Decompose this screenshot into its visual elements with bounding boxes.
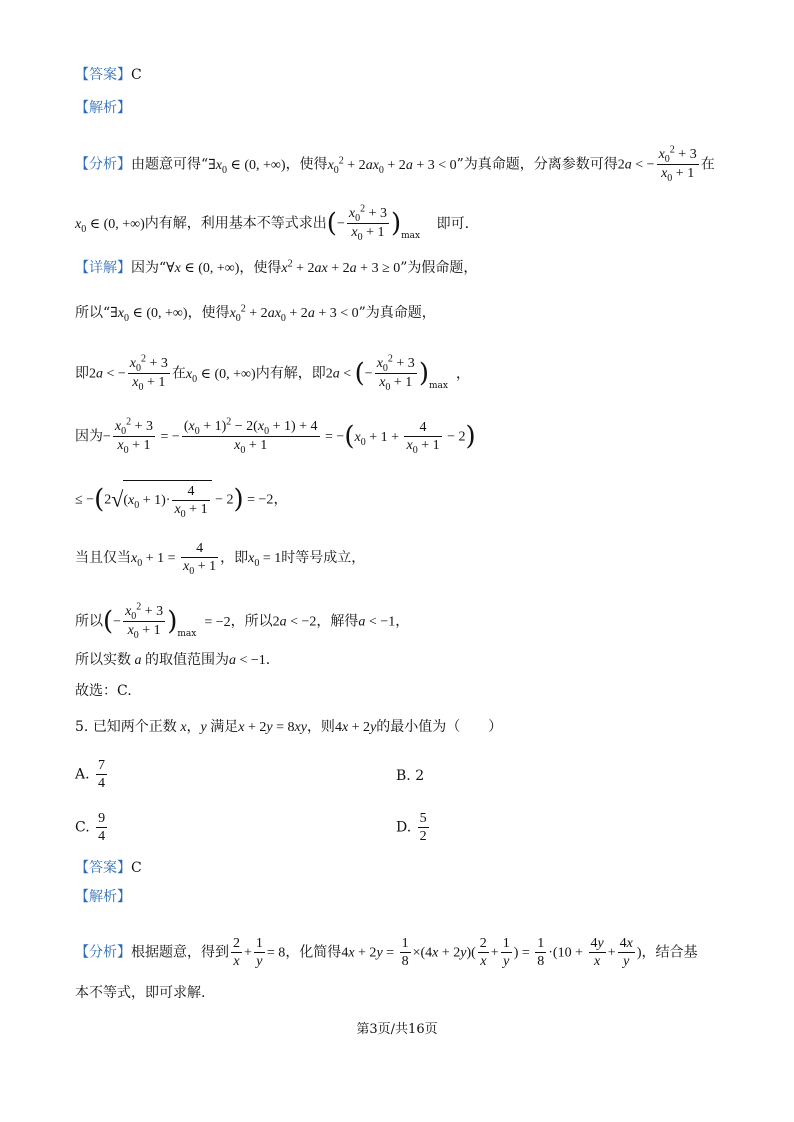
formula: $x_0^2 + 2ax_0 + 2a + 3 < 0$	[327, 154, 457, 176]
text: 由题意可得“	[131, 156, 209, 173]
text: 内有解，利用基本不等式求出	[144, 215, 327, 232]
paren: (	[344, 421, 355, 452]
text: ，使得	[187, 305, 230, 321]
detail-line-4	[75, 418, 476, 455]
detail-line-2	[75, 303, 436, 325]
formula: +	[244, 945, 252, 961]
formula: $x_0 + 1$ =	[131, 551, 180, 569]
paren: )	[465, 421, 476, 452]
fraction: $\frac{x_0^2 + 3}{x_0 + 1}$	[114, 416, 154, 456]
detail-line-3	[75, 355, 470, 392]
formula: a < −1	[358, 614, 396, 630]
sqrt-body: $(x_0 + 1)\cdot$ $\frac{4}{x_0 + 1}$	[123, 480, 211, 519]
formula: $x_0$ ∈ (0, +∞)	[185, 366, 256, 385]
formula: −	[103, 429, 111, 445]
formula: ×(4x + 2y)(	[412, 945, 476, 961]
formula: −	[364, 366, 373, 382]
formula: 2	[104, 492, 112, 508]
fraction: $\frac{4}{x_0 + 1}$	[174, 484, 208, 520]
numerator: 7	[98, 758, 106, 773]
formula: = −2	[204, 614, 231, 630]
text: ，使得	[239, 260, 282, 276]
paren: )	[390, 208, 402, 239]
analysis-heading-1	[75, 98, 131, 118]
option-label: A.	[75, 766, 90, 783]
text: 本不等式，即可求解.	[75, 985, 206, 1001]
formula: − 2	[443, 429, 466, 445]
text: 满足	[210, 719, 239, 735]
text: 的取值范围为	[145, 652, 229, 668]
analysis-heading-2	[75, 887, 131, 907]
answer-tag: 【答案】	[75, 860, 131, 876]
text: ，则	[306, 719, 335, 735]
formula: −	[336, 216, 345, 232]
paren: (	[94, 484, 105, 515]
formula: $x_0 + 1$ +	[354, 429, 403, 448]
fraction: $\frac{1}{8}$	[401, 936, 409, 969]
text: ”为真命题，	[358, 305, 436, 321]
formula: )	[636, 945, 642, 961]
paren: (	[354, 358, 365, 389]
question-5-stem: 5. 已知两个正数 x，y 满足x + 2y = 8xy，则4x + 2y的最小值为（ ）	[75, 719, 503, 735]
formula: +	[607, 945, 616, 961]
detail-line-9	[75, 681, 132, 701]
formula: 4x + 2y	[334, 720, 377, 735]
detail-line-6	[75, 540, 365, 576]
option-d[interactable]	[396, 810, 431, 845]
formula: $\exists x_0$ ∈ (0, +∞)	[110, 306, 188, 324]
formula: ∀x ∈ (0, +∞)	[166, 261, 240, 276]
formula: x + 2y = 8xy	[238, 720, 307, 735]
text: ，	[455, 365, 470, 382]
formula: − 2	[211, 492, 234, 508]
fraction: $\frac{1}{y}$	[255, 936, 263, 969]
formula: = 8	[266, 945, 286, 961]
answer-tag: 【答案】	[75, 67, 131, 83]
paren: )	[233, 484, 244, 515]
fraction: $\frac{(x_0 + 1)^2 - 2(x_0 + 1) + 4}{x_0 + 1}$	[183, 416, 318, 456]
text: ，化简得	[285, 944, 342, 961]
formula: $\exists x_0$ ∈ (0, +∞)	[208, 157, 286, 176]
fenxi-line-1	[75, 146, 715, 183]
subscript-max: max	[428, 380, 448, 391]
text: 时等号成立，	[281, 550, 366, 566]
detail-line-7	[75, 603, 409, 640]
text: 内有解，即	[255, 365, 326, 382]
fraction: $\frac{2}{x}$	[479, 936, 487, 969]
option-fraction	[418, 810, 429, 845]
text: 即可.	[436, 215, 470, 232]
text: ，	[273, 491, 288, 508]
formula: −	[113, 614, 122, 630]
formula: $x_0^2 + 2ax_0 + 2a + 3 < 0$	[229, 303, 359, 324]
numerator: 9	[98, 811, 106, 826]
text: ”为真命题，分离参数可得	[456, 156, 618, 173]
fraction: $\frac{x_0^2 + 3}{x_0 + 1}$	[125, 601, 164, 641]
fraction: $\frac{1}{8}$	[537, 936, 545, 969]
formula: a	[131, 653, 145, 668]
formula: ) =	[513, 945, 534, 961]
sqrt-sign: √	[111, 486, 124, 512]
text: ，解得	[316, 613, 359, 630]
detail-line-8	[75, 650, 270, 671]
text: ，结合基	[641, 944, 698, 961]
option-label: C.	[75, 819, 90, 836]
formula: 2a < −	[89, 366, 126, 382]
formula: 4x + 2y =	[341, 945, 398, 961]
fenxi2-line-1	[75, 935, 698, 970]
fraction: $\frac{4}{x_0 + 1}$	[183, 541, 217, 577]
formula: y	[200, 720, 211, 735]
answer-line-2	[75, 858, 142, 878]
fraction: $\frac{x_0^2 + 3}{x_0 + 1}$	[658, 144, 697, 184]
text: 根据题意，得到	[131, 944, 229, 961]
option-fraction	[96, 757, 107, 792]
formula: $x_0$ ∈ (0, +∞)	[75, 216, 145, 235]
text: 所以实数	[75, 652, 131, 668]
text: ，即	[220, 550, 249, 566]
formula: $x^2 + 2ax + 2a + 3 \ge 0$	[281, 258, 401, 276]
text: 因为	[75, 428, 103, 445]
detail-line-5	[75, 480, 287, 519]
paren: (	[326, 208, 337, 239]
option-fraction	[96, 810, 107, 845]
formula: = −2	[243, 492, 274, 508]
question-number: 5.	[75, 719, 89, 735]
option-b[interactable]	[396, 766, 424, 786]
answer-value: C	[131, 67, 142, 83]
option-label: D.	[396, 819, 412, 836]
text: ，	[395, 613, 410, 630]
formula: x	[176, 720, 187, 735]
text: 所以“	[75, 305, 111, 321]
option-value: 2	[415, 768, 425, 784]
paren: )	[167, 606, 178, 637]
denominator: 2	[419, 829, 427, 844]
formula: = −	[157, 429, 180, 445]
fraction: $\frac{2}{x}$	[233, 936, 240, 969]
text: 的最小值为（ ）	[376, 719, 503, 735]
answer-value: C	[131, 860, 142, 876]
fenxi-line-2	[75, 205, 469, 242]
fenxi-tag: 【分析】	[75, 156, 131, 173]
formula: = −	[321, 429, 345, 445]
text: 即	[75, 365, 89, 382]
formula: 2a < −2	[272, 614, 317, 630]
subscript-max: max	[401, 230, 421, 241]
fraction: $\frac{x_0^2 + 3}{x_0 + 1}$	[376, 353, 415, 393]
formula: a < −1	[229, 653, 266, 668]
option-label: B.	[396, 768, 411, 784]
analysis-tag: 【解析】	[75, 100, 131, 116]
page-footer: 第3页/共16页	[356, 1022, 438, 1037]
text: ，使得	[285, 156, 328, 173]
option-c[interactable]	[75, 810, 109, 845]
fenxi-tag: 【分析】	[75, 944, 131, 961]
fraction: $\frac{4}{x_0 + 1}$	[406, 419, 440, 456]
text: 在	[171, 365, 186, 382]
denominator: 4	[98, 829, 106, 844]
answer-line-1	[75, 65, 142, 85]
text: 当且仅当	[75, 550, 131, 566]
formula: ≤ −	[75, 492, 95, 508]
paren: (	[103, 606, 114, 637]
detail-tag: 【详解】	[75, 260, 131, 276]
fraction: $\frac{x_0^2 + 3}{x_0 + 1}$	[348, 203, 387, 243]
fenxi2-line-2	[75, 983, 205, 1003]
option-a[interactable]	[75, 757, 109, 792]
formula: 2a < −	[617, 157, 655, 173]
text: .	[265, 652, 271, 668]
paren: )	[418, 358, 429, 389]
answer-choice-statement: 故选：C.	[75, 683, 132, 699]
subscript-max: max	[177, 628, 197, 639]
text: 在	[700, 156, 715, 173]
text: ，所以	[230, 613, 273, 630]
formula: 2a <	[325, 366, 355, 382]
fraction: $\frac{x_0^2 + 3}{x_0 + 1}$	[129, 353, 168, 393]
text: ”为假命题，	[400, 260, 478, 276]
formula: ·(10 +	[548, 945, 587, 961]
text: 所以	[75, 613, 103, 630]
formula: $x_0 = 1$	[248, 551, 282, 569]
fraction: $\frac{4x}{y}$	[619, 936, 633, 969]
text: 因为“	[131, 260, 167, 276]
analysis-tag: 【解析】	[75, 889, 131, 905]
text: 已知两个正数	[92, 719, 177, 735]
fraction: $\frac{4y}{x}$	[590, 936, 604, 969]
fraction: $\frac{1}{y}$	[502, 936, 510, 969]
detail-line-1	[75, 258, 477, 279]
denominator: 4	[98, 776, 106, 791]
formula: +	[490, 945, 499, 961]
numerator: 5	[419, 811, 427, 826]
